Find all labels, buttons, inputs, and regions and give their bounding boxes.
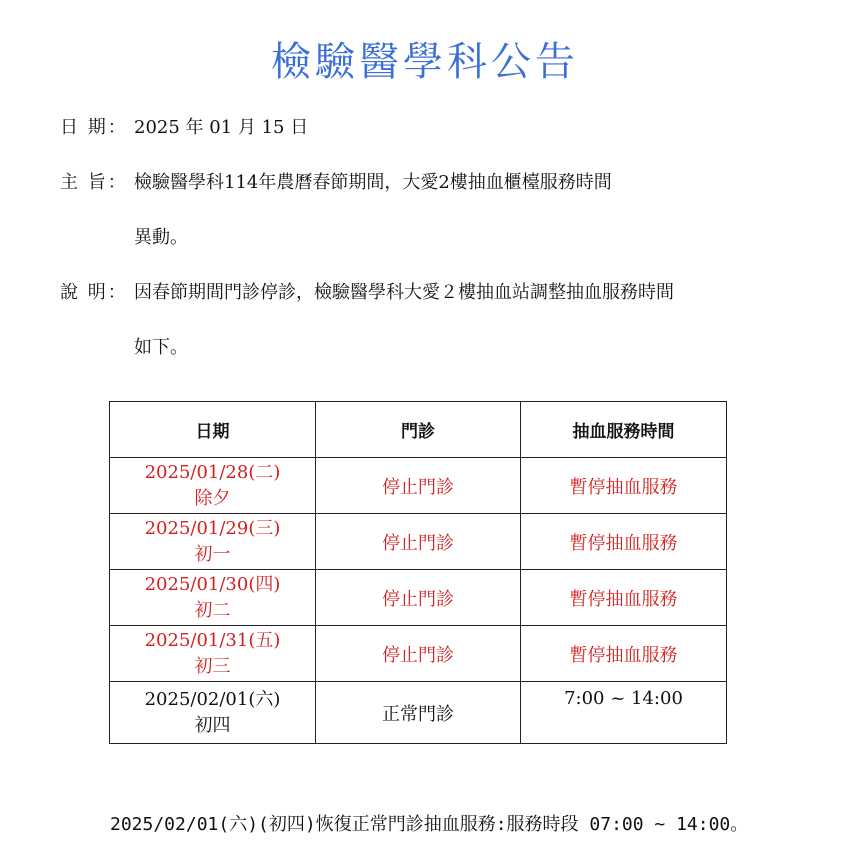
date-cell <box>110 570 316 626</box>
date-cell <box>110 682 316 744</box>
clinic-cell: 停止門診 <box>316 514 521 570</box>
row-date: 2025/01/29(三) <box>144 517 281 539</box>
row-day: 初四 <box>194 714 231 736</box>
table-header-row <box>110 402 727 458</box>
service-cell: 暫停抽血服務 <box>521 626 727 682</box>
clinic-cell: 停止門診 <box>316 626 521 682</box>
description-label: 說 明： <box>60 282 128 303</box>
date-cell <box>110 514 316 570</box>
row-day: 初二 <box>194 599 231 621</box>
description-line-1: 因春節期間門診停診，檢驗醫學科大愛２樓抽血站調整抽血服務時間 <box>134 282 674 303</box>
service-cell: 7:00 ~ 14:00 <box>521 682 727 744</box>
row-date: 2025/01/31(五) <box>144 629 281 651</box>
date-value: 2025 年 01 月 15 日 <box>134 117 309 138</box>
clinic-cell: 停止門診 <box>316 458 521 514</box>
subject-label: 主 旨： <box>60 172 128 193</box>
clinic-cell: 停止門診 <box>316 570 521 626</box>
row-date: 2025/01/30(四) <box>144 573 281 595</box>
date-cell <box>110 458 316 514</box>
row-date: 2025/01/28(二) <box>144 461 281 483</box>
table-row <box>110 626 727 682</box>
table-row <box>110 514 727 570</box>
schedule-table <box>109 401 727 744</box>
subject-line-2: 異動。 <box>134 227 188 248</box>
header-clinic: 門診 <box>316 402 521 458</box>
clinic-cell: 正常門診 <box>316 682 521 744</box>
header-date: 日期 <box>110 402 316 458</box>
date-row <box>60 116 308 140</box>
description-row <box>60 281 674 305</box>
date-label: 日 期： <box>60 117 128 138</box>
service-cell: 暫停抽血服務 <box>521 514 727 570</box>
row-date: 2025/02/01(六) <box>144 688 281 710</box>
footer-note: 2025/02/01(六)(初四)恢復正常門診抽血服務:服務時段 07:00 ~ 14:00。 <box>110 814 749 835</box>
row-day: 初三 <box>194 655 231 677</box>
header-service: 抽血服務時間 <box>521 402 727 458</box>
table-row <box>110 682 727 744</box>
row-day: 除夕 <box>194 487 231 509</box>
date-cell <box>110 626 316 682</box>
table-row <box>110 570 727 626</box>
page-title: 檢驗醫學科公告 <box>271 39 579 85</box>
subject-row <box>60 171 612 195</box>
service-cell: 暫停抽血服務 <box>521 570 727 626</box>
service-cell: 暫停抽血服務 <box>521 458 727 514</box>
table-row <box>110 458 727 514</box>
subject-line-1: 檢驗醫學科114年農曆春節期間，大愛2樓抽血櫃檯服務時間 <box>134 172 612 193</box>
description-line-2: 如下。 <box>134 337 188 358</box>
row-day: 初一 <box>194 543 231 565</box>
